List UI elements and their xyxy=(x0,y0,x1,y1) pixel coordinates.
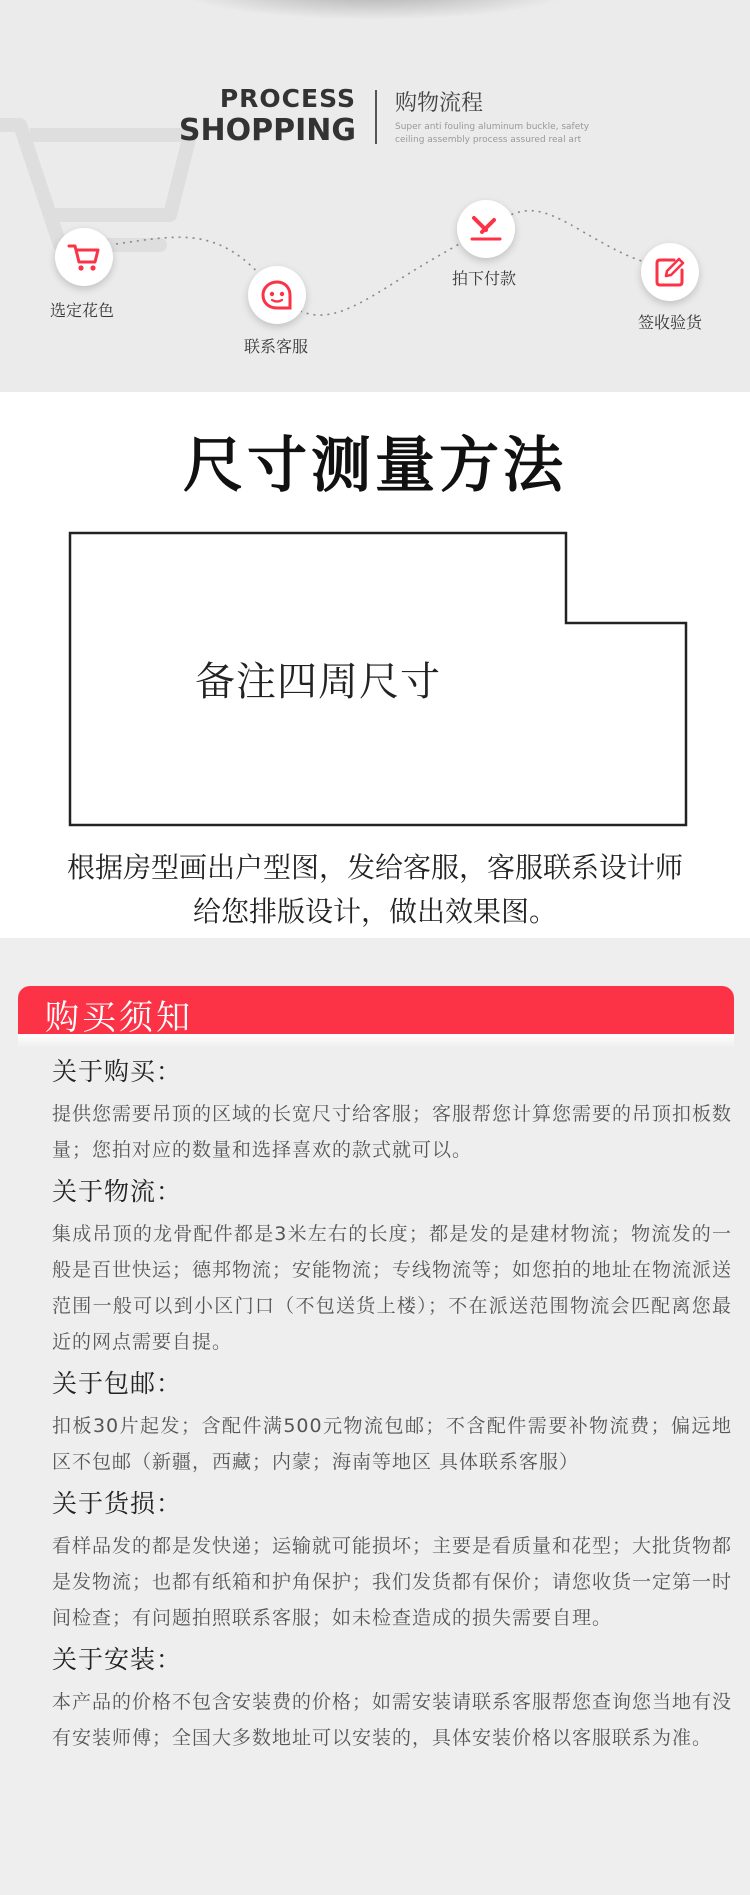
notice-item-logistics xyxy=(52,1174,732,1360)
step-label: 拍下付款 xyxy=(452,269,517,288)
notice-text: 本产品的价格不包含安装费的价格；如需安装请联系客服帮您查询您当地有没有安装师傅；全国大多数地址可以安装的，具体安装价格以客服联系为准。 xyxy=(52,1691,733,1749)
step-circle xyxy=(457,200,515,258)
gavel-icon xyxy=(468,212,504,246)
notice-heading: 关于货损： xyxy=(52,1489,183,1518)
process-en-title-line2: SHOPPING xyxy=(178,113,356,148)
notice-body xyxy=(52,1054,732,1762)
notice-text: 集成吊顶的龙骨配件都是3米左右的长度；都是发的是建材物流；物流发的一般是百世快运；德邦物流；安能物流；专线物流等；如您拍的地址在物流派送范围一般可以到小区门口（不包送货上楼）；不在派送范围物流会匹配离您最近的网点需要自提。 xyxy=(52,1223,733,1353)
notice-heading: 关于包邮： xyxy=(52,1369,183,1398)
step-circle xyxy=(55,228,113,286)
notice-item-shipping xyxy=(52,1366,732,1480)
process-subtitle: Super anti fouling aluminum buckle, safety ceiling assembly process assured real art xyxy=(395,122,590,145)
step-label: 选定花色 xyxy=(50,301,115,320)
cart-icon xyxy=(67,242,101,272)
notice-heading: 关于物流： xyxy=(52,1177,183,1206)
process-en-title-line1: PROCESS xyxy=(219,84,356,113)
step-circle xyxy=(641,243,699,301)
notice-item-installation xyxy=(52,1642,732,1756)
step-label: 签收验货 xyxy=(638,313,703,332)
measure-description-line2: 给您排版设计，做出效果图。 xyxy=(192,895,557,928)
measure-description-line1: 根据房型画出户型图，发给客服，客服联系设计师 xyxy=(66,851,683,884)
notice-title: 购买须知 xyxy=(45,998,193,1038)
measure-description xyxy=(20,846,730,934)
notice-text: 看样品发的都是发快递；运输就可能损坏；主要是看质量和花型；大批货物都是发物流；也都有纸箱和护角保护；我们发货都有保价；请您收货一定第一时间检查；有问题拍照联系客服；如未检查造成的损失需要自理。 xyxy=(52,1535,733,1629)
notice-item-damage xyxy=(52,1486,732,1636)
notice-text: 扣板30片起发；含配件满500元物流包邮；不含配件需要补物流费；偏远地区不包邮（新疆，西藏；内蒙；海南等地区 具体联系客服） xyxy=(52,1415,732,1473)
notice-heading: 关于购买： xyxy=(52,1057,183,1086)
notice-text: 提供您需要吊顶的区域的长宽尺寸给客服；客服帮您计算您需要的吊顶扣板数量；您拍对应的数量和选择喜欢的款式就可以。 xyxy=(52,1103,733,1161)
measure-title: 尺寸测量方法 xyxy=(183,431,567,501)
notice-item-purchase xyxy=(52,1054,732,1168)
step-circle xyxy=(248,266,306,324)
shopping-process-section xyxy=(0,0,750,392)
step-label: 联系客服 xyxy=(244,337,309,356)
notice-heading: 关于安装： xyxy=(52,1645,183,1674)
process-flow-line xyxy=(0,0,750,392)
process-cn-title: 购物流程 xyxy=(395,91,484,116)
floor-plan-label: 备注四周尺寸 xyxy=(195,659,441,705)
edit-icon xyxy=(654,256,686,288)
chat-face-icon xyxy=(260,279,294,311)
